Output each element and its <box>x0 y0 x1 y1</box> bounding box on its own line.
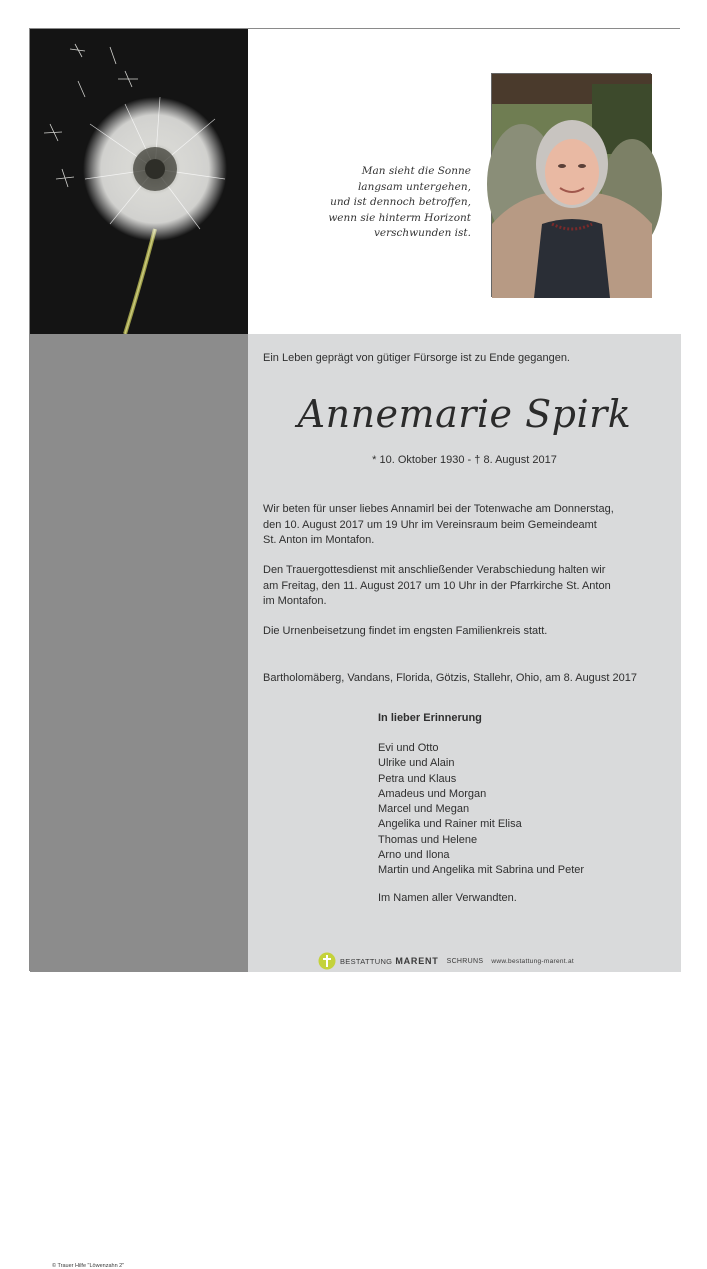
memorial-quote <box>271 164 471 242</box>
family-member: Arno und Ilona <box>378 849 450 862</box>
service-paragraph <box>263 563 668 610</box>
urn-paragraph: Die Urnenbeisetzung findet im engsten Familienkreis statt. <box>263 625 548 637</box>
footer-url[interactable]: www.bestattung-marent.at <box>491 957 575 965</box>
wake-line: St. Anton im Montafon. <box>263 534 375 546</box>
family-member: Martin und Angelika mit Sabrina und Peter <box>378 864 585 877</box>
content-panel <box>248 334 681 972</box>
closing-line: Im Namen aller Verwandten. <box>378 892 517 904</box>
dandelion-image <box>30 29 248 334</box>
family-member: Thomas und Helene <box>378 833 478 846</box>
family-list <box>378 741 584 879</box>
places-date: Bartholomäberg, Vandans, Florida, Götzis, Stallehr, Ohio, am 8. August 2017 <box>263 672 638 684</box>
funeral-home-footer <box>318 949 574 973</box>
memory-heading: In lieber Erinnerung <box>378 712 482 724</box>
obituary-card <box>29 28 680 1269</box>
intro-text: Ein Leben geprägt von gütiger Fürsorge ist zu Ende gegangen. <box>263 352 570 364</box>
family-member: Angelika und Rainer mit Elisa <box>378 818 522 831</box>
footer-name: MARENT <box>395 956 439 966</box>
portrait-photo <box>491 73 651 297</box>
family-member: Marcel und Megan <box>378 803 470 816</box>
service-line: im Montafon. <box>263 595 327 607</box>
quote-line: langsam untergehen, <box>357 180 471 193</box>
wake-line: Wir beten für unser liebes Annamirl bei der Totenwache am Donnerstag, <box>263 503 614 515</box>
quote-line: verschwunden ist. <box>373 227 471 239</box>
life-dates: * 10. Oktober 1930 - † 8. August 2017 <box>372 454 557 466</box>
quote-line: und ist dennoch betroffen, <box>330 196 471 208</box>
family-member: Evi und Otto <box>378 742 439 754</box>
family-member: Ulrike und Alain <box>378 757 455 770</box>
footer-town: SCHRUNS <box>446 957 484 965</box>
family-member: Petra und Klaus <box>378 772 457 785</box>
quote-line: wenn sie hinterm Horizont <box>328 211 471 224</box>
side-panel <box>30 334 248 1269</box>
service-line: Den Trauergottesdienst mit anschließender Verabschiedung halten wir <box>263 564 606 576</box>
wake-paragraph <box>263 502 668 549</box>
wake-line: den 10. August 2017 um 19 Uhr im Vereinsraum beim Gemeindeamt <box>263 518 597 531</box>
quote-line: Man sieht die Sonne <box>361 165 471 177</box>
cross-logo-icon <box>318 952 336 970</box>
service-line: am Freitag, den 11. August 2017 um 10 Uhr in der Pfarrkirche St. Anton <box>263 579 611 592</box>
family-member: Amadeus und Morgan <box>378 787 487 800</box>
footer-brand: BESTATTUNG <box>340 956 393 966</box>
copyright-note: © Trauer Hilfe "Löwenzahn 2" <box>52 1263 125 1269</box>
deceased-name: Annemarie Spirk <box>297 392 632 436</box>
